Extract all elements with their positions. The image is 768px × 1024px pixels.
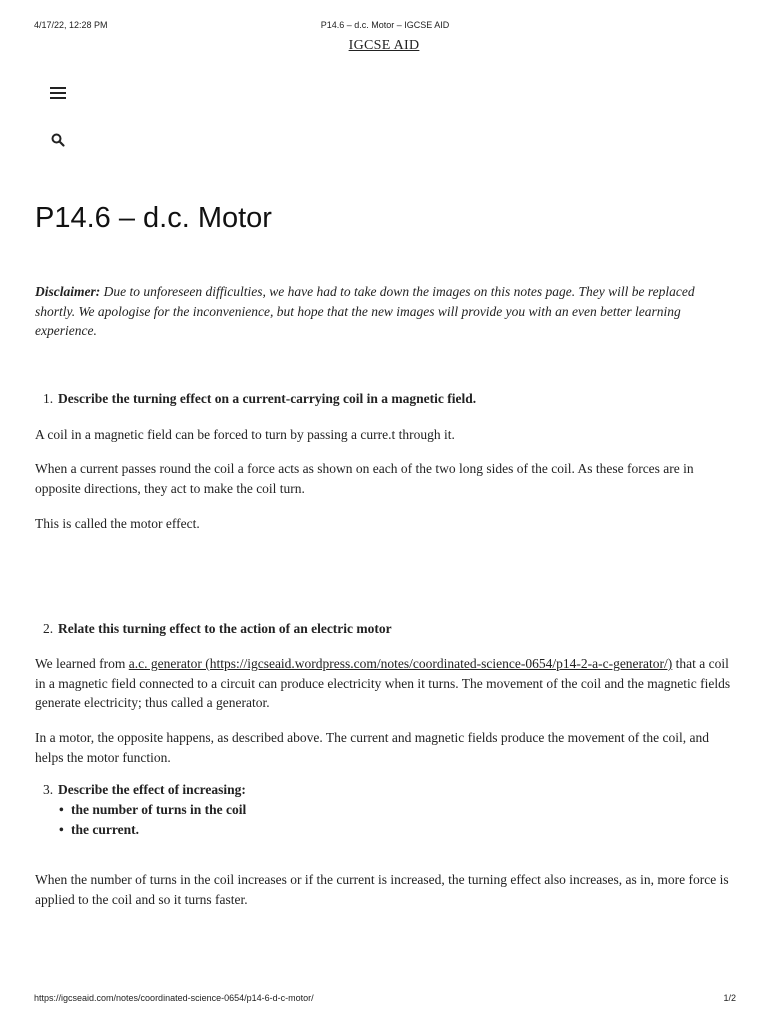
question-2-heading bbox=[43, 619, 732, 639]
search-icon[interactable] bbox=[50, 132, 66, 148]
disclaimer bbox=[35, 282, 732, 341]
ac-generator-link[interactable]: a.c. generator (https://igcseaid.wordpress.com/notes/coordinated-science-0654/p14-2-a-c-generator/) bbox=[128, 656, 673, 671]
print-footer bbox=[34, 993, 736, 1005]
question-number: 1. bbox=[43, 391, 54, 406]
print-page-number: 1/2 bbox=[723, 993, 736, 1003]
question-3-heading bbox=[43, 780, 732, 800]
paragraph: This is called the motor effect. bbox=[35, 516, 200, 531]
bullet-list bbox=[59, 800, 246, 840]
site-title-link[interactable]: IGCSE AID bbox=[348, 38, 420, 53]
paragraph bbox=[35, 654, 732, 713]
print-url: https://igcseaid.com/notes/coordinated-science-0654/p14-6-d-c-motor/ bbox=[34, 993, 314, 1003]
disclaimer-label: Disclaimer: bbox=[35, 284, 101, 299]
print-header bbox=[34, 20, 736, 32]
print-datetime: 4/17/22, 12:28 PM bbox=[34, 20, 108, 30]
disclaimer-text: Due to unforeseen difficulties, we have had to take down the images on this notes page. They will be replaced shortly. We apologise for the inconvenience, but hope that the new images will provide you with an even better learning experience. bbox=[35, 284, 695, 338]
paragraph: When the number of turns in the coil increases or if the current is increased, the turning effect also increases, as in, more force is applied to the coil and so it turns faster. bbox=[35, 872, 729, 907]
question-text: Describe the turning effect on a current-carrying coil in a magnetic field. bbox=[58, 391, 477, 406]
question-text: Relate this turning effect to the action of an electric motor bbox=[58, 621, 392, 636]
question-number: 3. bbox=[43, 782, 54, 797]
hamburger-menu-icon[interactable] bbox=[50, 87, 66, 101]
paragraph: When a current passes round the coil a force acts as shown on each of the two long sides of the coil. As these forces are in opposite directions, they act to make the coil turn. bbox=[35, 461, 694, 496]
question-text: Describe the effect of increasing: bbox=[58, 782, 246, 797]
paragraph-text: that a coil in a magnetic field connected to a circuit can produce electricity when it turns. The movement of the coil and the magnetic fields generate electricity; thus called a generator. bbox=[35, 656, 731, 710]
print-document-title: P14.6 – d.c. Motor – IGCSE AID bbox=[320, 20, 450, 30]
page-title: P14.6 – d.c. Motor bbox=[35, 202, 272, 234]
question-1-heading bbox=[43, 389, 732, 409]
paragraph: In a motor, the opposite happens, as described above. The current and magnetic fields produce the movement of the coil, and helps the motor function. bbox=[35, 730, 709, 765]
bullet-item: • the number of turns in the coil bbox=[59, 800, 246, 820]
paragraph-text: We learned from bbox=[35, 656, 129, 671]
paragraph: A coil in a magnetic field can be forced to turn by passing a curre.t through it. bbox=[35, 427, 455, 442]
question-number: 2. bbox=[43, 621, 54, 636]
bullet-item: • the current. bbox=[59, 820, 246, 840]
